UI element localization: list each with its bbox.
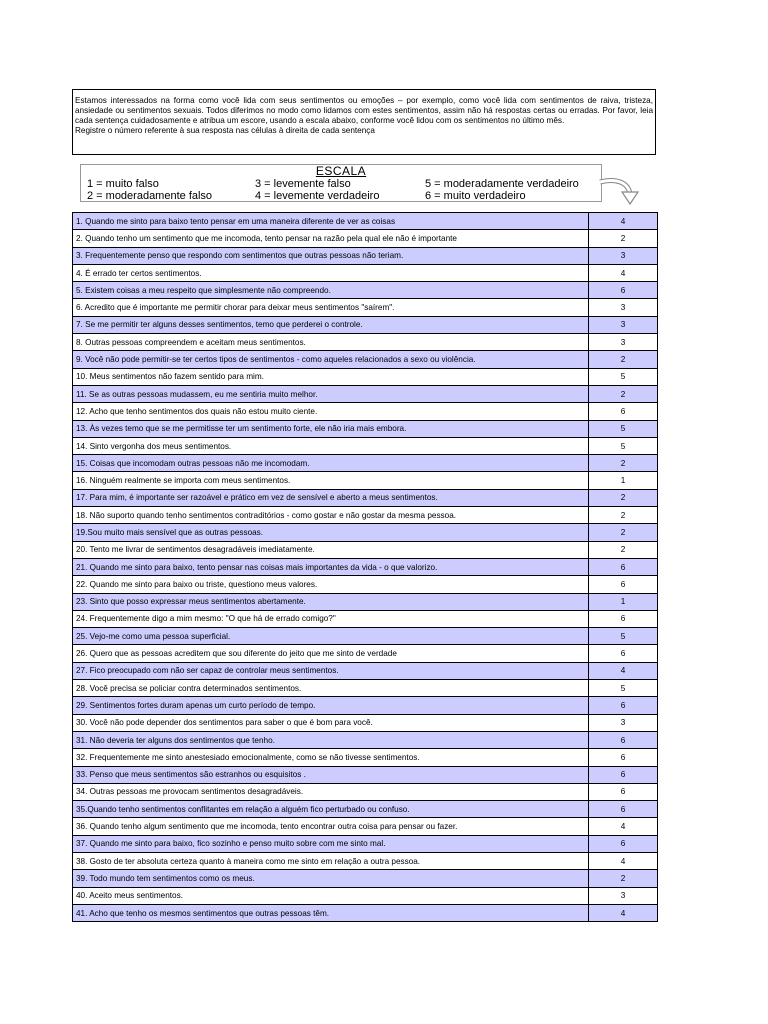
answer-cell[interactable]: 6: [589, 766, 658, 783]
scale-item-3: 3 = levemente falso: [255, 178, 351, 190]
question-row: [73, 230, 658, 247]
question-text: 28. Você precisa se policiar contra determinados sentimentos.: [73, 680, 589, 697]
question-text: 16. Ninguém realmente se importa com meus sentimentos.: [73, 472, 589, 489]
question-text: 26. Quero que as pessoas acreditem que sou diferente do jeito que me sinto de verdade: [73, 645, 589, 662]
scale-item-2: 2 = moderadamente falso: [87, 190, 213, 202]
answer-cell[interactable]: 6: [589, 835, 658, 852]
question-row: [73, 368, 658, 385]
scale-item-5: 5 = moderadamente verdadeiro: [425, 178, 579, 190]
answer-cell[interactable]: 5: [589, 437, 658, 454]
answer-cell[interactable]: 3: [589, 247, 658, 264]
answer-cell[interactable]: 6: [589, 403, 658, 420]
question-text: 34. Outras pessoas me provocam sentimentos desagradáveis.: [73, 783, 589, 800]
question-text: 8. Outras pessoas compreendem e aceitam meus sentimentos.: [73, 334, 589, 351]
question-text: 10. Meus sentimentos não fazem sentido para mim.: [73, 368, 589, 385]
answer-cell[interactable]: 6: [589, 576, 658, 593]
instructions-box: [72, 89, 656, 155]
question-row: [73, 316, 658, 333]
question-text: 35.Quando tenho sentimentos conflitantes em relação a alguém fico perturbado ou confuso.: [73, 801, 589, 818]
question-row: [73, 818, 658, 835]
answer-cell[interactable]: 5: [589, 628, 658, 645]
answer-cell[interactable]: 2: [589, 455, 658, 472]
scale-item-1: 1 = muito falso: [87, 178, 159, 190]
question-row: [73, 247, 658, 264]
question-text: 31. Não deveria ter alguns dos sentimentos que tenho.: [73, 731, 589, 748]
instructions-text: Estamos interessados na forma como você lida com seus sentimentos ou emoções – por exemplo, como você lida com sentimentos de raiva, tristeza, ansiedade ou sentimentos sexuais. Todos diferimos no modo como lidamos com estes sentimentos, assim não há respostas certas ou erradas. Por favor, leia cada sentença cuidadosamente e atribua um escore, usando a escala abaixo, conforme você lidou com os sentimentos no último mês.: [75, 96, 653, 125]
question-row: [73, 455, 658, 472]
question-row: [73, 852, 658, 869]
answer-cell[interactable]: 4: [589, 852, 658, 869]
question-row: [73, 558, 658, 575]
scale-title: ESCALA: [315, 164, 367, 178]
answer-cell[interactable]: 3: [589, 887, 658, 904]
question-row: [73, 213, 658, 230]
question-text: 12. Acho que tenho sentimentos dos quais não estou muito ciente.: [73, 403, 589, 420]
answer-cell[interactable]: 6: [589, 731, 658, 748]
answer-cell[interactable]: 2: [589, 870, 658, 887]
question-text: 22. Quando me sinto para baixo ou triste, questiono meus valores.: [73, 576, 589, 593]
question-text: 27. Fico preocupado com não ser capaz de controlar meus sentimentos.: [73, 662, 589, 679]
answer-cell[interactable]: 2: [589, 524, 658, 541]
question-text: 30. Você não pode depender dos sentimentos para saber o que é bom para você.: [73, 714, 589, 731]
question-text: 19.Sou muito mais sensível que as outras pessoas.: [73, 524, 589, 541]
answer-cell[interactable]: 3: [589, 714, 658, 731]
question-text: 32. Frequentemente me sinto anestesiado emocionalmente, como se não tivesse sentimentos.: [73, 749, 589, 766]
answer-cell[interactable]: 6: [589, 645, 658, 662]
question-text: 15. Coisas que incomodam outras pessoas não me incomodam.: [73, 455, 589, 472]
question-row: [73, 904, 658, 921]
question-row: [73, 351, 658, 368]
question-text: 40. Aceito meus sentimentos.: [73, 887, 589, 904]
question-row: [73, 801, 658, 818]
answer-cell[interactable]: 2: [589, 351, 658, 368]
answer-cell[interactable]: 1: [589, 472, 658, 489]
question-row: [73, 680, 658, 697]
scale-item-4: 4 = levemente verdadeiro: [255, 190, 380, 202]
question-text: 21. Quando me sinto para baixo, tento pensar nas coisas mais importantes da vida - o que valorizo.: [73, 558, 589, 575]
answer-cell[interactable]: 3: [589, 334, 658, 351]
question-row: [73, 264, 658, 281]
answer-cell[interactable]: 5: [589, 680, 658, 697]
question-row: [73, 783, 658, 800]
question-row: [73, 593, 658, 610]
answer-cell[interactable]: 3: [589, 299, 658, 316]
answer-cell[interactable]: 5: [589, 368, 658, 385]
answer-cell[interactable]: 4: [589, 904, 658, 921]
question-text: 6. Acredito que é importante me permitir chorar para deixar meus sentimentos "saírem".: [73, 299, 589, 316]
question-row: [73, 403, 658, 420]
question-text: 5. Existem coisas a meu respeito que simplesmente não compreendo.: [73, 282, 589, 299]
question-text: 38. Gosto de ter absoluta certeza quanto à maneira como me sinto em relação a outra pessoa.: [73, 852, 589, 869]
question-row: [73, 472, 658, 489]
answer-cell[interactable]: 6: [589, 610, 658, 627]
question-text: 13. Às vezes temo que se me permitisse ter um sentimento forte, ele não iria mais embora.: [73, 420, 589, 437]
question-row: [73, 524, 658, 541]
answer-cell[interactable]: 4: [589, 662, 658, 679]
answer-cell[interactable]: 6: [589, 783, 658, 800]
question-text: 25. Vejo-me como uma pessoa superficial.: [73, 628, 589, 645]
question-row: [73, 489, 658, 506]
answer-cell[interactable]: 6: [589, 558, 658, 575]
answer-cell[interactable]: 2: [589, 541, 658, 558]
question-row: [73, 766, 658, 783]
question-text: 23. Sinto que posso expressar meus sentimentos abertamente.: [73, 593, 589, 610]
answer-cell[interactable]: 6: [589, 282, 658, 299]
question-text: 3. Frequentemente penso que respondo com sentimentos que outras pessoas não teriam.: [73, 247, 589, 264]
question-row: [73, 697, 658, 714]
question-text: 2. Quando tenho um sentimento que me incomoda, tento pensar na razão pela qual ele não é importante: [73, 230, 589, 247]
question-text: 24. Frequentemente digo a mim mesmo: "O que há de errado comigo?": [73, 610, 589, 627]
question-row: [73, 662, 658, 679]
scale-legend: [80, 164, 602, 202]
question-row: [73, 541, 658, 558]
question-text: 33. Penso que meus sentimentos são estranhos ou esquisitos .: [73, 766, 589, 783]
question-row: [73, 887, 658, 904]
answer-cell[interactable]: 4: [589, 818, 658, 835]
answer-cell[interactable]: 3: [589, 316, 658, 333]
question-row: [73, 334, 658, 351]
answer-cell[interactable]: 2: [589, 489, 658, 506]
question-row: [73, 714, 658, 731]
instructions-register-text: Registre o número referente à sua resposta nas células à direita de cada sentença: [75, 126, 375, 135]
answer-cell[interactable]: 1: [589, 593, 658, 610]
answer-cell[interactable]: 6: [589, 749, 658, 766]
question-row: [73, 870, 658, 887]
question-row: [73, 645, 658, 662]
answer-cell[interactable]: 5: [589, 420, 658, 437]
question-text: 7. Se me permitir ter alguns desses sentimentos, temo que perderei o controle.: [73, 316, 589, 333]
question-text: 39. Todo mundo tem sentimentos como os meus.: [73, 870, 589, 887]
question-row: [73, 299, 658, 316]
question-text: 11. Se as outras pessoas mudassem, eu me sentiria muito melhor.: [73, 385, 589, 402]
question-text: 36. Quando tenho algum sentimento que me incomoda, tento encontrar outra coisa para pensar ou fazer.: [73, 818, 589, 835]
answer-cell[interactable]: 4: [589, 264, 658, 281]
question-row: [73, 835, 658, 852]
question-text: 17. Para mim, é importante ser razoável e prático em vez de sensível e aberto a meus sentimentos.: [73, 489, 589, 506]
question-text: 41. Acho que tenho os mesmos sentimentos que outras pessoas têm.: [73, 904, 589, 921]
question-row: [73, 385, 658, 402]
answer-cell[interactable]: 6: [589, 801, 658, 818]
question-text: 1. Quando me sinto para baixo tento pensar em uma maneira diferente de ver as coisas: [73, 213, 589, 230]
question-row: [73, 731, 658, 748]
question-text: 20. Tento me livrar de sentimentos desagradáveis imediatamente.: [73, 541, 589, 558]
question-text: 37. Quando me sinto para baixo, fico sozinho e penso muito sobre com me sinto mal.: [73, 835, 589, 852]
question-row: [73, 437, 658, 454]
question-text: 14. Sinto vergonha dos meus sentimentos.: [73, 437, 589, 454]
answer-cell[interactable]: 2: [589, 507, 658, 524]
answer-cell[interactable]: 4: [589, 213, 658, 230]
question-row: [73, 749, 658, 766]
question-row: [73, 628, 658, 645]
question-text: 18. Não suporto quando tenho sentimentos contraditórios - como gostar e não gostar da mesma pessoa.: [73, 507, 589, 524]
question-text: 9. Você não pode permitir-se ter certos tipos de sentimentos - como aqueles relacionados a sexo ou violência.: [73, 351, 589, 368]
question-row: [73, 420, 658, 437]
curved-arrow-icon: [598, 176, 644, 208]
answer-cell[interactable]: 6: [589, 697, 658, 714]
question-row: [73, 610, 658, 627]
scale-item-6: 6 = muito verdadeiro: [425, 190, 526, 202]
question-text: 4. É errado ter certos sentimentos.: [73, 264, 589, 281]
question-row: [73, 576, 658, 593]
answer-cell[interactable]: 2: [589, 385, 658, 402]
questionnaire-table: [72, 212, 658, 922]
question-row: [73, 282, 658, 299]
question-text: 29. Sentimentos fortes duram apenas um curto período de tempo.: [73, 697, 589, 714]
question-row: [73, 507, 658, 524]
answer-cell[interactable]: 2: [589, 230, 658, 247]
